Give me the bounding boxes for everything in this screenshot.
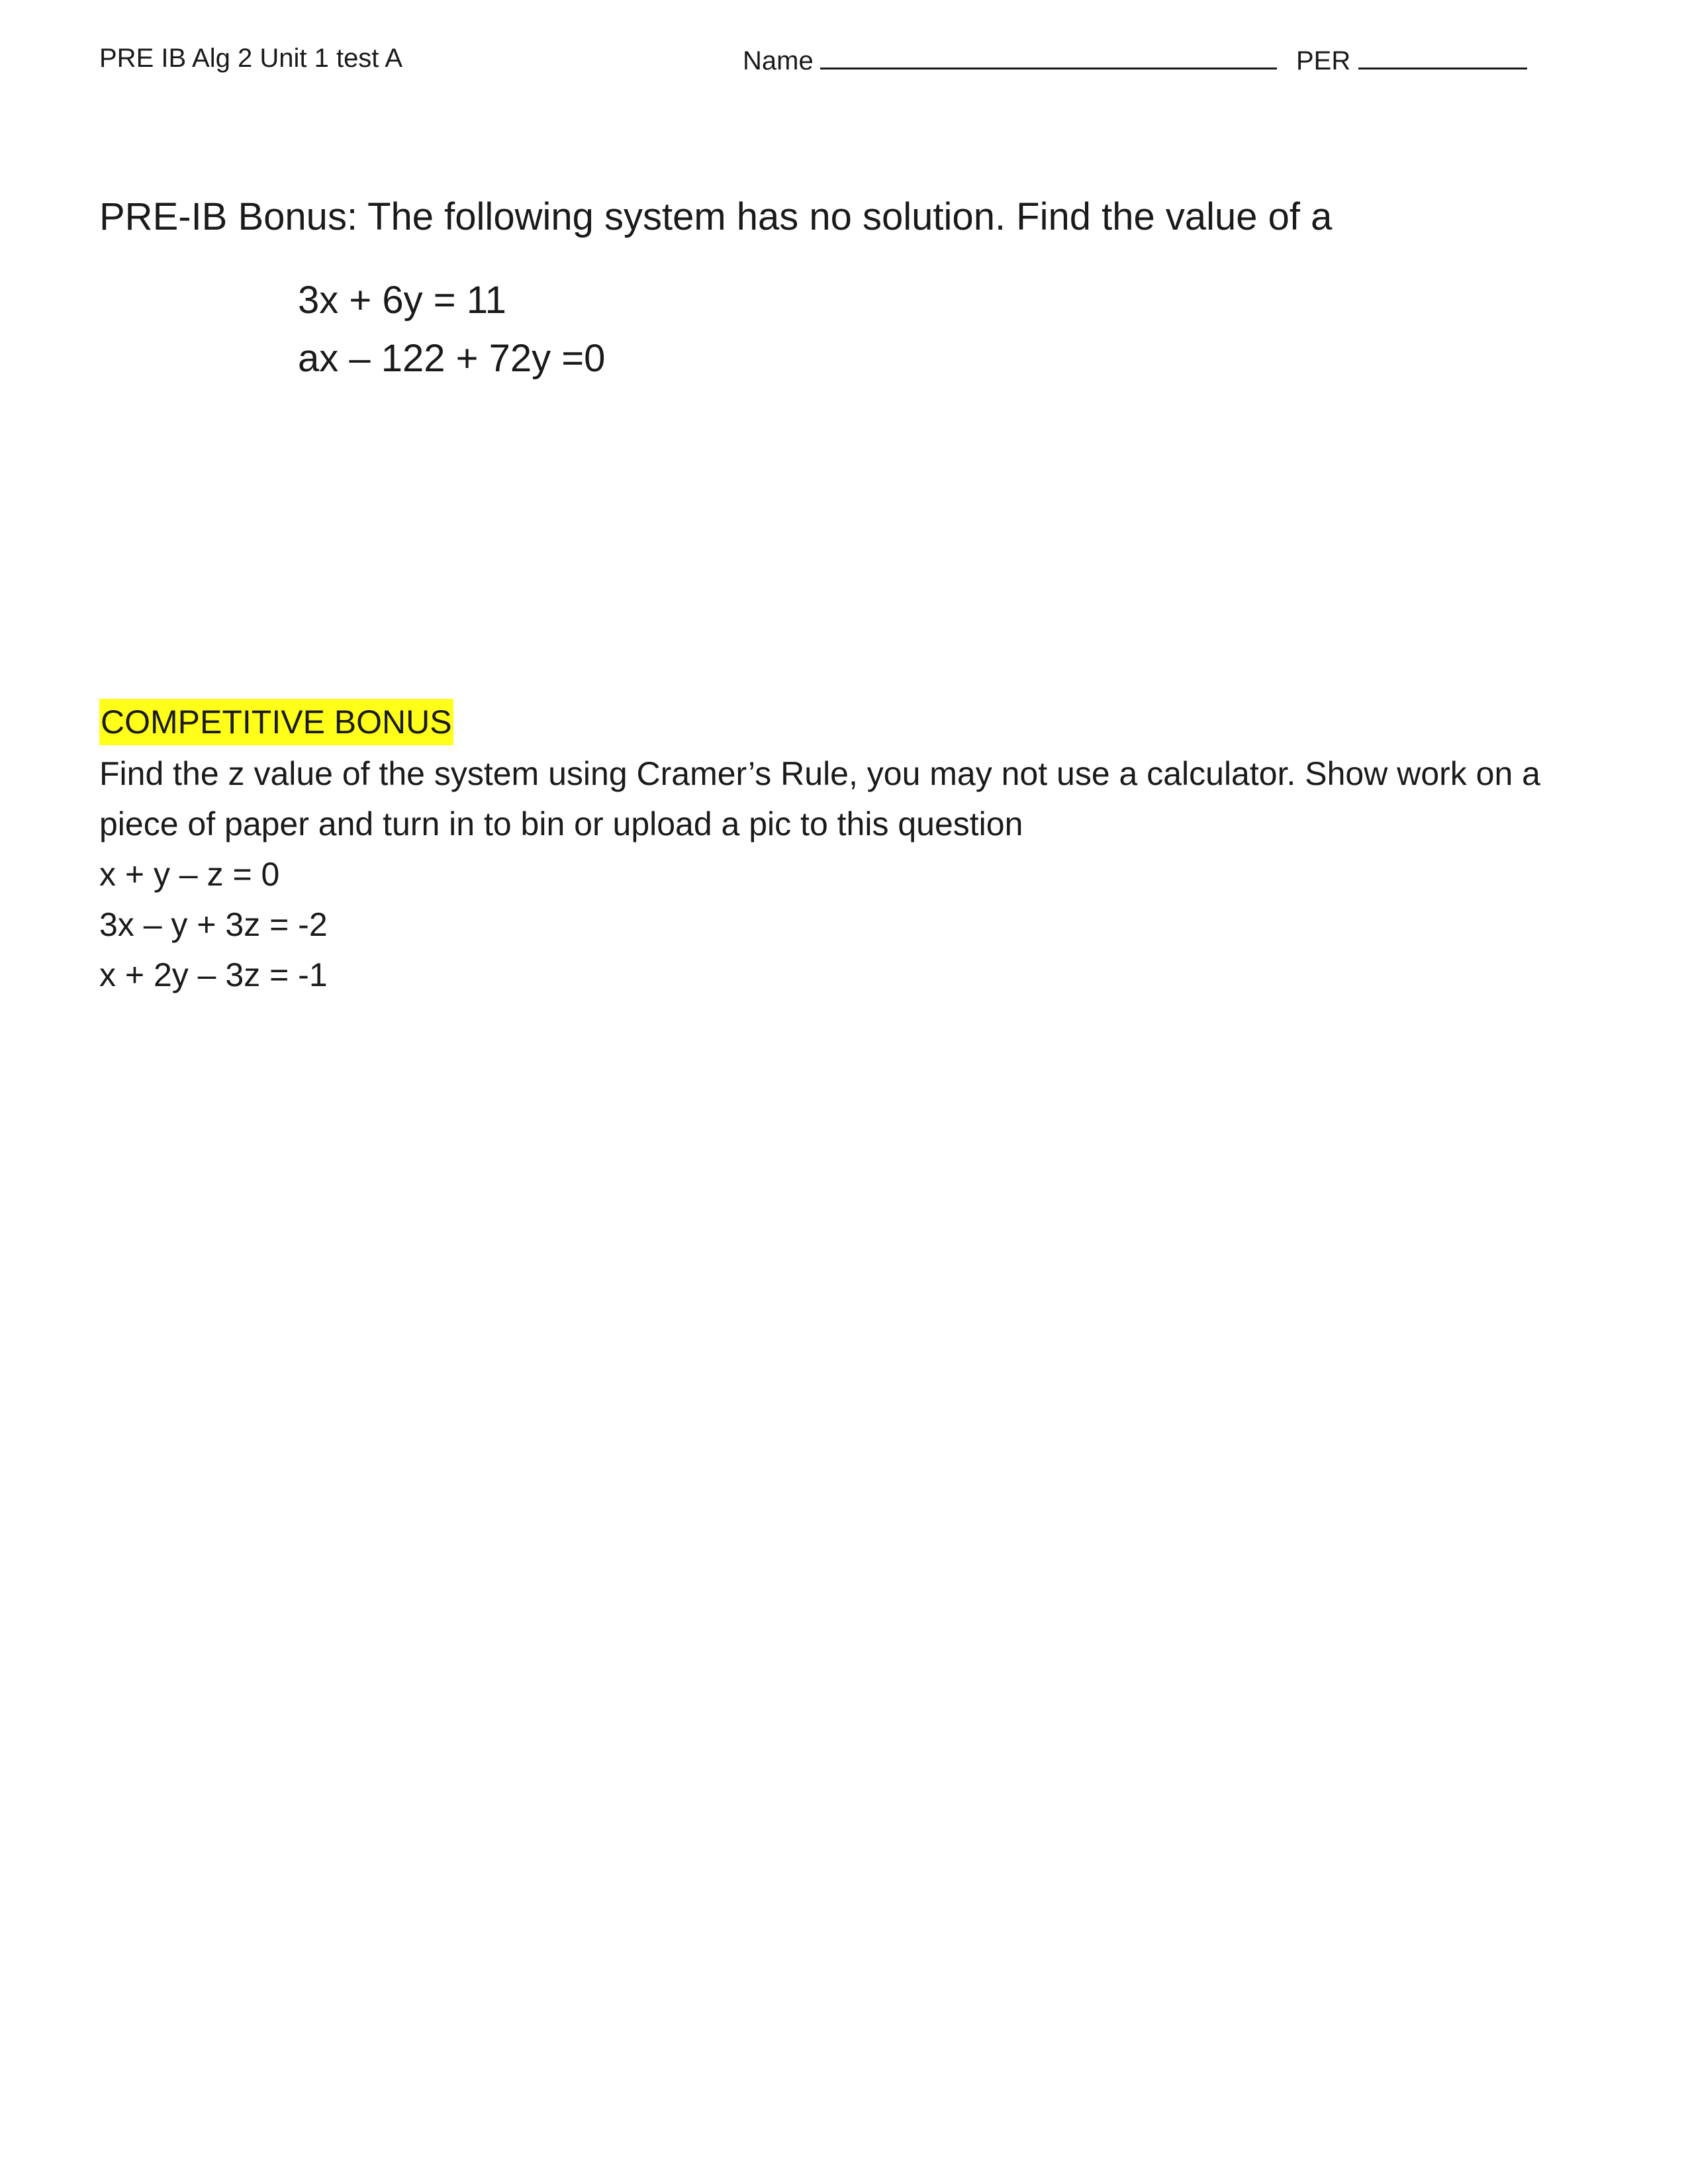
equation-line: 3x + 6y = 11 <box>298 279 506 322</box>
competitive-bonus-heading: COMPETITIVE BONUS <box>99 699 453 745</box>
period-label: PER <box>1296 46 1351 75</box>
pre-ib-bonus-system <box>298 271 605 388</box>
page-header <box>99 38 1589 78</box>
equation-line: x + y – z = 0 <box>99 856 280 893</box>
period-field-group <box>1296 38 1527 81</box>
competitive-bonus-instructions: Find the z value of the system using Cramer’s Rule, you may not use a calculator. Show work on a piece of paper and turn in to bin or upload a pic to this question <box>99 755 1540 842</box>
competitive-bonus-system <box>99 849 328 1000</box>
equation-line: 3x – y + 3z = -2 <box>99 906 328 943</box>
pre-ib-bonus-prompt: PRE-IB Bonus: The following system has no solution. Find the value of a <box>99 195 1333 238</box>
test-title: PRE IB Alg 2 Unit 1 test A <box>99 44 403 73</box>
period-blank-line[interactable] <box>1358 38 1527 69</box>
name-label: Name <box>743 46 814 75</box>
name-blank-line[interactable] <box>820 38 1277 69</box>
name-field-group <box>743 38 1277 81</box>
equation-line: ax – 122 + 72y =0 <box>298 337 606 380</box>
equation-line: x + 2y – 3z = -1 <box>99 956 328 993</box>
